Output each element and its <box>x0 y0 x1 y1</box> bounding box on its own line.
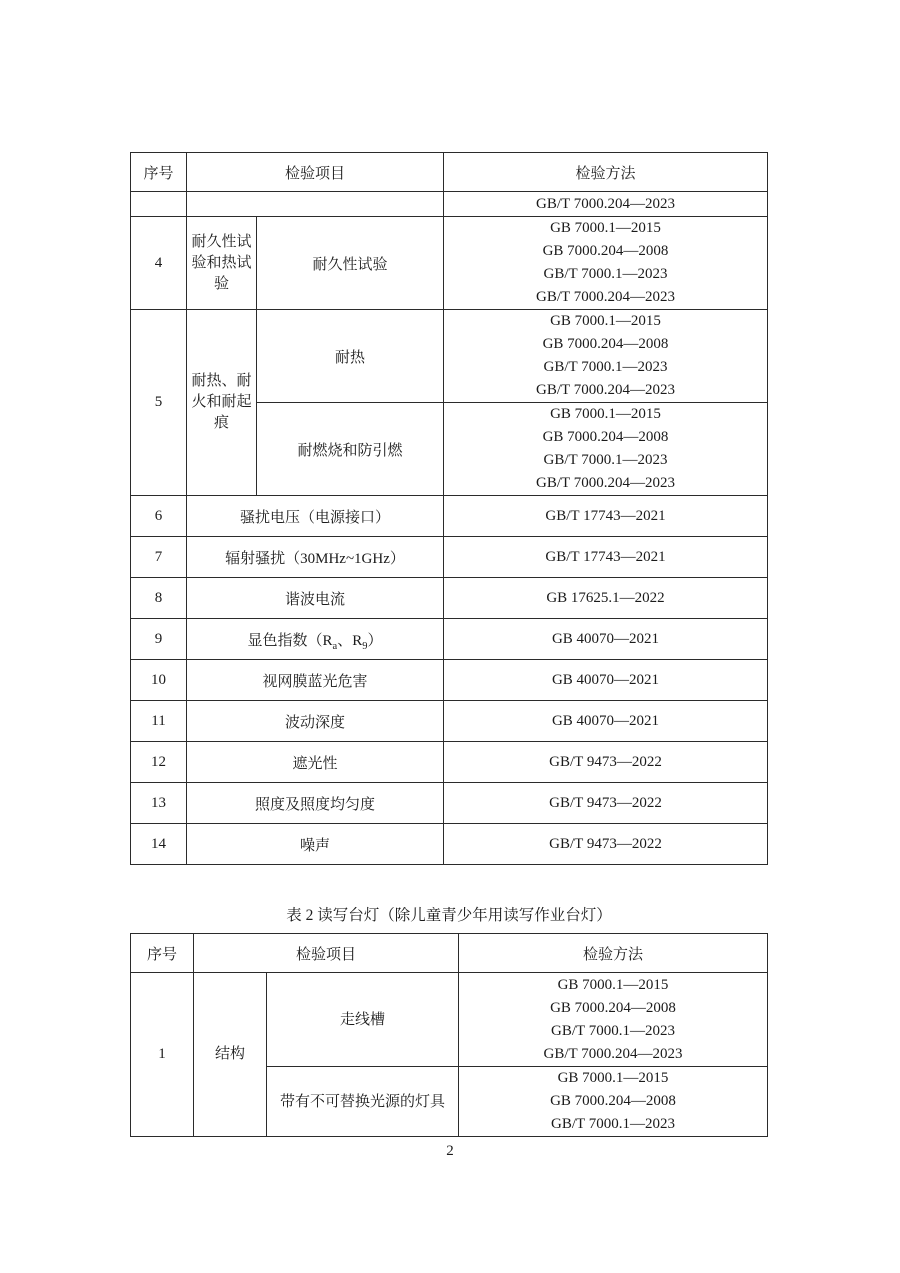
cell-item: 遮光性 <box>187 742 444 783</box>
cell-item: 骚扰电压（电源接口） <box>187 496 444 537</box>
method-line: GB/T 7000.204—2023 <box>543 1045 683 1062</box>
cell-item-group: 耐久性试验和热试验 <box>187 217 257 310</box>
cell-item: 视网膜蓝光危害 <box>187 660 444 701</box>
cell-item: 耐热 <box>257 310 444 403</box>
cell-no: 5 <box>131 310 187 496</box>
cell-no: 9 <box>131 619 187 660</box>
cell-no: 12 <box>131 742 187 783</box>
cell-method: GB/T 9473—2022 <box>444 783 768 824</box>
table1-header-no: 序号 <box>131 153 187 192</box>
table-2-reading-lamps <box>130 933 768 1137</box>
cell-method: GB 40070—2021 <box>444 701 768 742</box>
cell-no-empty <box>131 192 187 217</box>
method-line: GB/T 7000.204—2023 <box>536 289 675 305</box>
method-line: GB 7000.1—2015 <box>550 220 661 236</box>
method-line: GB/T 7000.204—2023 <box>536 475 675 491</box>
cell-item: 走线槽 <box>267 973 459 1067</box>
method-line: GB 7000.1—2015 <box>557 976 669 993</box>
cell-no: 10 <box>131 660 187 701</box>
cell-method <box>444 310 768 403</box>
cell-method: GB/T 9473—2022 <box>444 824 768 865</box>
table1-header-row <box>131 153 768 192</box>
table1-row-6 <box>131 496 768 537</box>
table-2-title: 表 2 读写台灯（除儿童青少年用读写作业台灯） <box>286 907 612 924</box>
item-text: 、R <box>337 632 363 649</box>
cell-method: GB 40070—2021 <box>444 619 768 660</box>
method-line: GB 7000.1—2015 <box>550 313 661 329</box>
item-text: 显色指数（R <box>247 632 333 649</box>
method-line: GB/T 7000.204—2023 <box>536 382 675 398</box>
subscript-a: a <box>332 640 338 652</box>
cell-item: 谐波电流 <box>187 578 444 619</box>
table1-row-13 <box>131 783 768 824</box>
cell-item: 照度及照度均匀度 <box>187 783 444 824</box>
method-line: GB/T 7000.1—2023 <box>543 452 668 468</box>
cell-item-group: 结构 <box>194 973 267 1137</box>
cell-method: GB/T 17743—2021 <box>444 496 768 537</box>
table2-header-method: 检验方法 <box>459 934 768 973</box>
cell-method: GB 40070—2021 <box>444 660 768 701</box>
table2-header-no: 序号 <box>131 934 194 973</box>
cell-method <box>459 973 768 1067</box>
table1-row-8 <box>131 578 768 619</box>
method-line: GB 7000.204—2008 <box>542 243 669 259</box>
cell-no: 11 <box>131 701 187 742</box>
cell-item: 辐射骚扰（30MHz~1GHz） <box>187 537 444 578</box>
table1-row-10 <box>131 660 768 701</box>
table2-header-item: 检验项目 <box>194 934 459 973</box>
subscript-9: 9 <box>362 640 368 652</box>
cell-no: 7 <box>131 537 187 578</box>
cell-method <box>459 1067 768 1137</box>
method-line: GB/T 7000.1—2023 <box>551 1022 675 1039</box>
table1-continuation-row <box>131 192 768 217</box>
cell-item-empty <box>187 192 444 217</box>
cell-no: 6 <box>131 496 187 537</box>
method-line: GB/T 7000.1—2023 <box>551 1116 675 1132</box>
method-line: GB 7000.204—2008 <box>542 336 669 352</box>
table1-header-item: 检验项目 <box>187 153 444 192</box>
method-line: GB 7000.204—2008 <box>550 1093 676 1109</box>
cell-method: GB/T 7000.204—2023 <box>444 192 768 217</box>
table2-row-1a <box>131 973 768 1067</box>
method-line: GB/T 7000.1—2023 <box>543 359 668 375</box>
table1-row-9 <box>131 619 768 660</box>
cell-item: 耐燃烧和防引燃 <box>257 403 444 496</box>
method-line: GB 7000.204—2008 <box>550 999 676 1016</box>
cell-no: 4 <box>131 217 187 310</box>
cell-item <box>187 619 444 660</box>
cell-item: 波动深度 <box>187 701 444 742</box>
table1-row-5a <box>131 310 768 403</box>
cell-item: 带有不可替换光源的灯具 <box>267 1067 459 1137</box>
table1-row-11 <box>131 701 768 742</box>
page-number: 2 <box>446 1143 454 1159</box>
cell-method: GB/T 17743—2021 <box>444 537 768 578</box>
item-text: ） <box>367 632 383 649</box>
cell-item: 噪声 <box>187 824 444 865</box>
table1-row-7 <box>131 537 768 578</box>
cell-method <box>444 403 768 496</box>
cell-no: 8 <box>131 578 187 619</box>
table1-row-14 <box>131 824 768 865</box>
cell-method: GB/T 9473—2022 <box>444 742 768 783</box>
cell-method: GB 17625.1—2022 <box>444 578 768 619</box>
cell-no: 14 <box>131 824 187 865</box>
table-1-inspection-methods <box>130 152 768 865</box>
cell-method <box>444 217 768 310</box>
table1-row-12 <box>131 742 768 783</box>
cell-item-group: 耐热、耐火和耐起痕 <box>187 310 257 496</box>
method-line: GB/T 7000.1—2023 <box>543 266 668 282</box>
cell-item: 耐久性试验 <box>257 217 444 310</box>
method-line: GB 7000.1—2015 <box>557 1070 669 1086</box>
table1-header-method: 检验方法 <box>444 153 768 192</box>
cell-no: 13 <box>131 783 187 824</box>
table2-header-row <box>131 934 768 973</box>
cell-no: 1 <box>131 973 194 1137</box>
method-line: GB 7000.1—2015 <box>550 406 661 422</box>
method-line: GB 7000.204—2008 <box>542 429 669 445</box>
table1-row-4 <box>131 217 768 310</box>
